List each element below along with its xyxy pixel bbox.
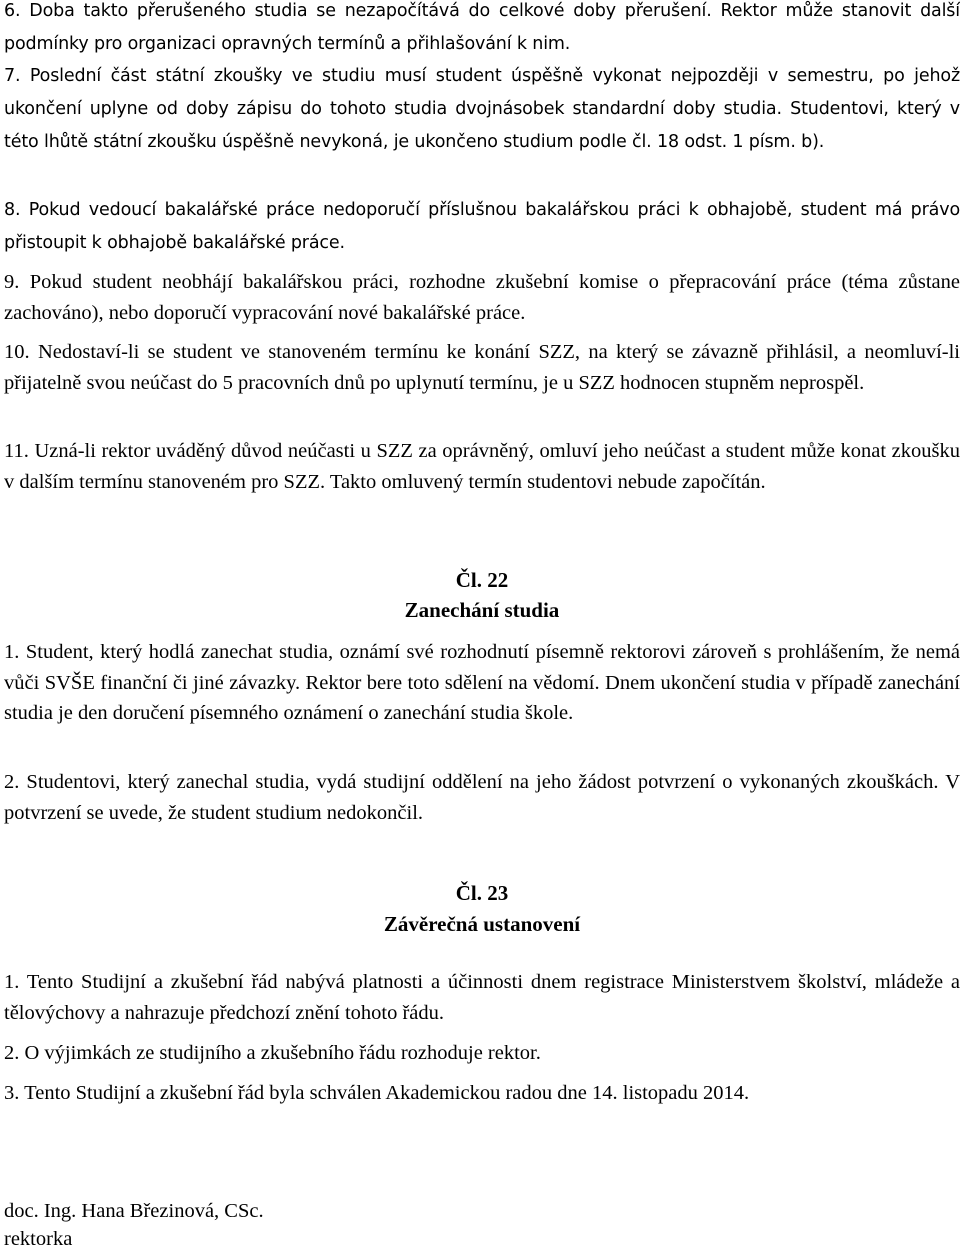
article23-number: Čl. 23: [455, 881, 509, 905]
article23-title: Závěrečná ustanovení: [383, 912, 581, 936]
signature-name: doc. Ing. Hana Březinová, CSc.: [4, 1200, 264, 1222]
article22-title: Zanechání studia: [404, 598, 560, 622]
article21-item-10: 10. Nedostaví-li se student ve stanoveném termínu ke konání SZZ, na který se závazně přihlásil, a neomluví-li přijatelně svou neúčast do 5 pracovních dnů po uplynutí termínu, je u SZZ hodnocen stupněm neprospěl.: [4, 341, 960, 394]
article22-number: Čl. 22: [455, 568, 509, 592]
article21-item-7: 7. Poslední část státní zkoušky ve studiu musí student úspěšně vykonat nejpozději v semestru, po jehož ukončení uplyne od doby zápisu do tohoto studia dvojnásobek standardní doby studia. Studentovi, který v této lhůtě státní zkoušku úspěšně nevykoná, je ukončeno studium podle čl. 18 odst. 1 písm. b).: [4, 66, 960, 152]
article23-item-1: 1. Tento Studijní a zkušební řád nabývá platnosti a účinnosti dnem registrace Ministerstvem školství, mládeže a tělovýchovy a nahrazuje předchozí znění tohoto řádu.: [4, 971, 960, 1024]
article22-item-2: 2. Studentovi, který zanechal studia, vydá studijní oddělení na jeho žádost potvrzení o vykonaných zkouškách. V potvrzení se uvede, že student studium nedokončil.: [4, 771, 960, 824]
article22-item-1: 1. Student, který hodlá zanechat studia, oznámí své rozhodnutí písemně rektorovi zároveň s prohlášením, že nemá vůči SVŠE finanční či jiné závazky. Rektor bere toto sdělení na vědomí. Dnem ukončení studia v případě zanechání studia je den doručení písemného oznámení o zanechání studia škole.: [4, 641, 960, 724]
article23-item-2: 2. O výjimkách ze studijního a zkušebního řádu rozhoduje rektor.: [4, 1042, 541, 1064]
article23-item-3: 3. Tento Studijní a zkušební řád byla schválen Akademickou radou dne 14. listopadu 2014.: [4, 1082, 750, 1104]
document-page: [4, 0, 960, 1252]
article21-item-9: 9. Pokud student neobhájí bakalářskou práci, rozhodne zkušební komise o přepracování práce (téma zůstane zachováno), nebo doporučí vypracování nové bakalářské práce.: [4, 271, 960, 324]
signature-role: rektorka: [4, 1228, 73, 1250]
article21-item-8: 8. Pokud vedoucí bakalářské práce nedoporučí příslušnou bakalářskou práci k obhajobě, student má právo přistoupit k obhajobě bakalářské práce.: [4, 200, 960, 253]
article21-item-6: 6. Doba takto přerušeného studia se nezapočítává do celkové doby přerušení. Rektor může stanovit další podmínky pro organizaci opravných termínů a přihlašování k nim.: [4, 1, 960, 54]
article21-item-11: 11. Uzná-li rektor uváděný důvod neúčasti u SZZ za oprávněný, omluví jeho neúčast a student může konat zkoušku v dalším termínu stanoveném pro SZZ. Takto omluvený termín studentovi nebude započítán.: [4, 440, 960, 493]
